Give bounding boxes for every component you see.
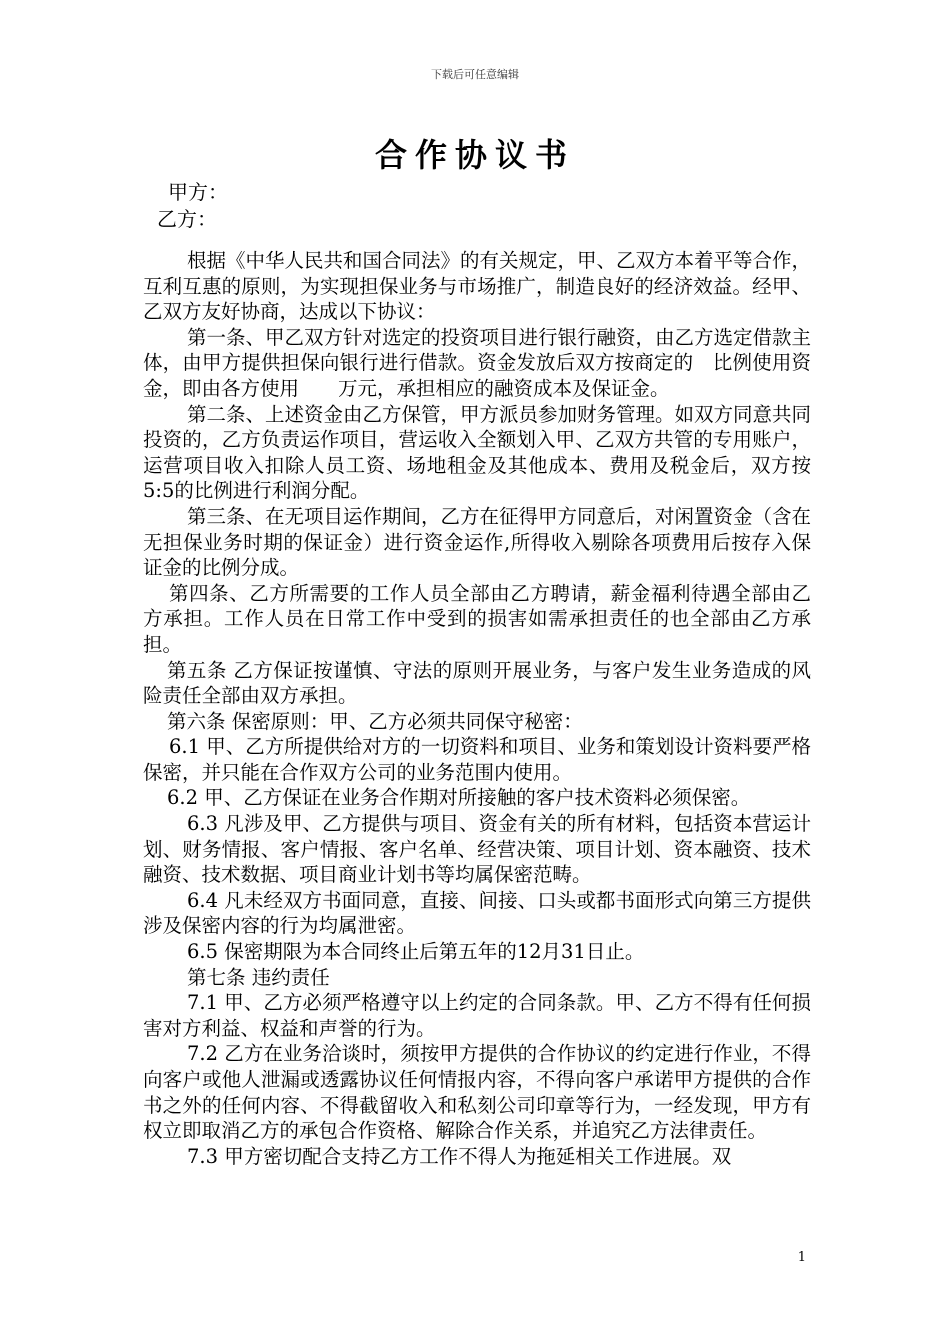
clause-7-2: 7.2 乙方在业务洽谈时，须按甲方提供的合作协议的约定进行作业，不得向客户或他人泄漏或透露协议任何情报内容，不得向客户承诺甲方提供的合作书之外的任何内容、不得截留收入和私刻公司印章等行为，一经发现，甲方有权立即取消乙方的承包合作资格、解除合作关系，并追究乙方法律责任。 xyxy=(143,1042,811,1143)
clause-6-1: 6.1 甲、乙方所提供给对方的一切资料和项目、业务和策划设计资料要严格保密，并只能在合作双方公司的业务范围内使用。 xyxy=(143,735,811,784)
clause-7-3: 7.3 甲方密切配合支持乙方工作不得人为拖延相关工作进展。双 xyxy=(187,1144,732,1168)
intro-paragraph: 根据《中华人民共和国合同法》的有关规定，甲、乙双方本着平等合作，互利互惠的原则，为实现担保业务与市场推广，制造良好的经济效益。经甲、乙双方友好协商，达成以下协议： xyxy=(143,249,812,324)
document-title: 合作协议书 xyxy=(374,136,575,174)
article-3: 第三条、在无项目运作期间，乙方在征得甲方同意后，对闲置资金（含在无担保业务时期的保证金）进行资金运作,所得收入剔除各项费用后按存入保证金的比例分成。 xyxy=(143,504,812,580)
clause-6-3: 6.3 凡涉及甲、乙方提供与项目、资金有关的所有材料，包括资本营运计划、财务情报、客户情报、客户名单、经营决策、项目计划、资本融资、技术融资、技术数据、项目商业计划书等均属保密范畴。 xyxy=(143,812,811,887)
clause-7-1: 7.1 甲、乙方必须严格遵守以上约定的合同条款。甲、乙方不得有任何损害对方利益、权益和声誉的行为。 xyxy=(143,991,811,1040)
header-note: 下载后可任意编辑 xyxy=(431,68,519,81)
article-1: 第一条、甲乙双方针对选定的投资项目进行银行融资，由乙方选定借款主体，由甲方提供担保向银行进行借款。资金发放后双方按商定的 比例使用资金，即由各方使用 万元，承担相应的融资成本及保证金。 xyxy=(143,325,812,400)
agreement-body xyxy=(143,248,811,1169)
article-5: 第五条 乙方保证按谨慎、守法的原则开展业务，与客户发生业务造成的风险责任全部由双方承担。 xyxy=(143,658,811,708)
article-7-heading: 第七条 违约责任 xyxy=(187,965,330,989)
clause-6-2: 6.2 甲、乙方保证在业务合作期对所接触的客户技术资料必须保密。 xyxy=(167,786,751,810)
clause-6-4: 6.4 凡未经双方书面同意，直接、间接、口头或都书面形式向第三方提供涉及保密内容的行为均属泄密。 xyxy=(143,888,811,938)
clause-6-5: 6.5 保密期限为本合同终止后第五年的12月31日止。 xyxy=(187,940,645,964)
party-a-label: 甲方： xyxy=(168,180,228,204)
article-2: 第二条、上述资金由乙方保管，甲方派员参加财务管理。如双方同意共同投资的，乙方负责运作项目，营运收入全额划入甲、乙双方共管的专用账户，运营项目收入扣除人员工资、场地租金及其他成本、费用及税金后，双方按5:5的比例进行利润分配。 xyxy=(143,402,812,503)
article-4: 第四条、乙方所需要的工作人员全部由乙方聘请，薪金福利待遇全部由乙方承担。工作人员在日常工作中受到的损害如需承担责任的也全部由乙方承担。 xyxy=(143,581,811,656)
party-b-label: 乙方： xyxy=(157,207,217,231)
page-number: 1 xyxy=(797,1250,806,1265)
article-6-heading: 第六条 保密原则：甲、乙方必须共同保守秘密： xyxy=(167,709,583,733)
